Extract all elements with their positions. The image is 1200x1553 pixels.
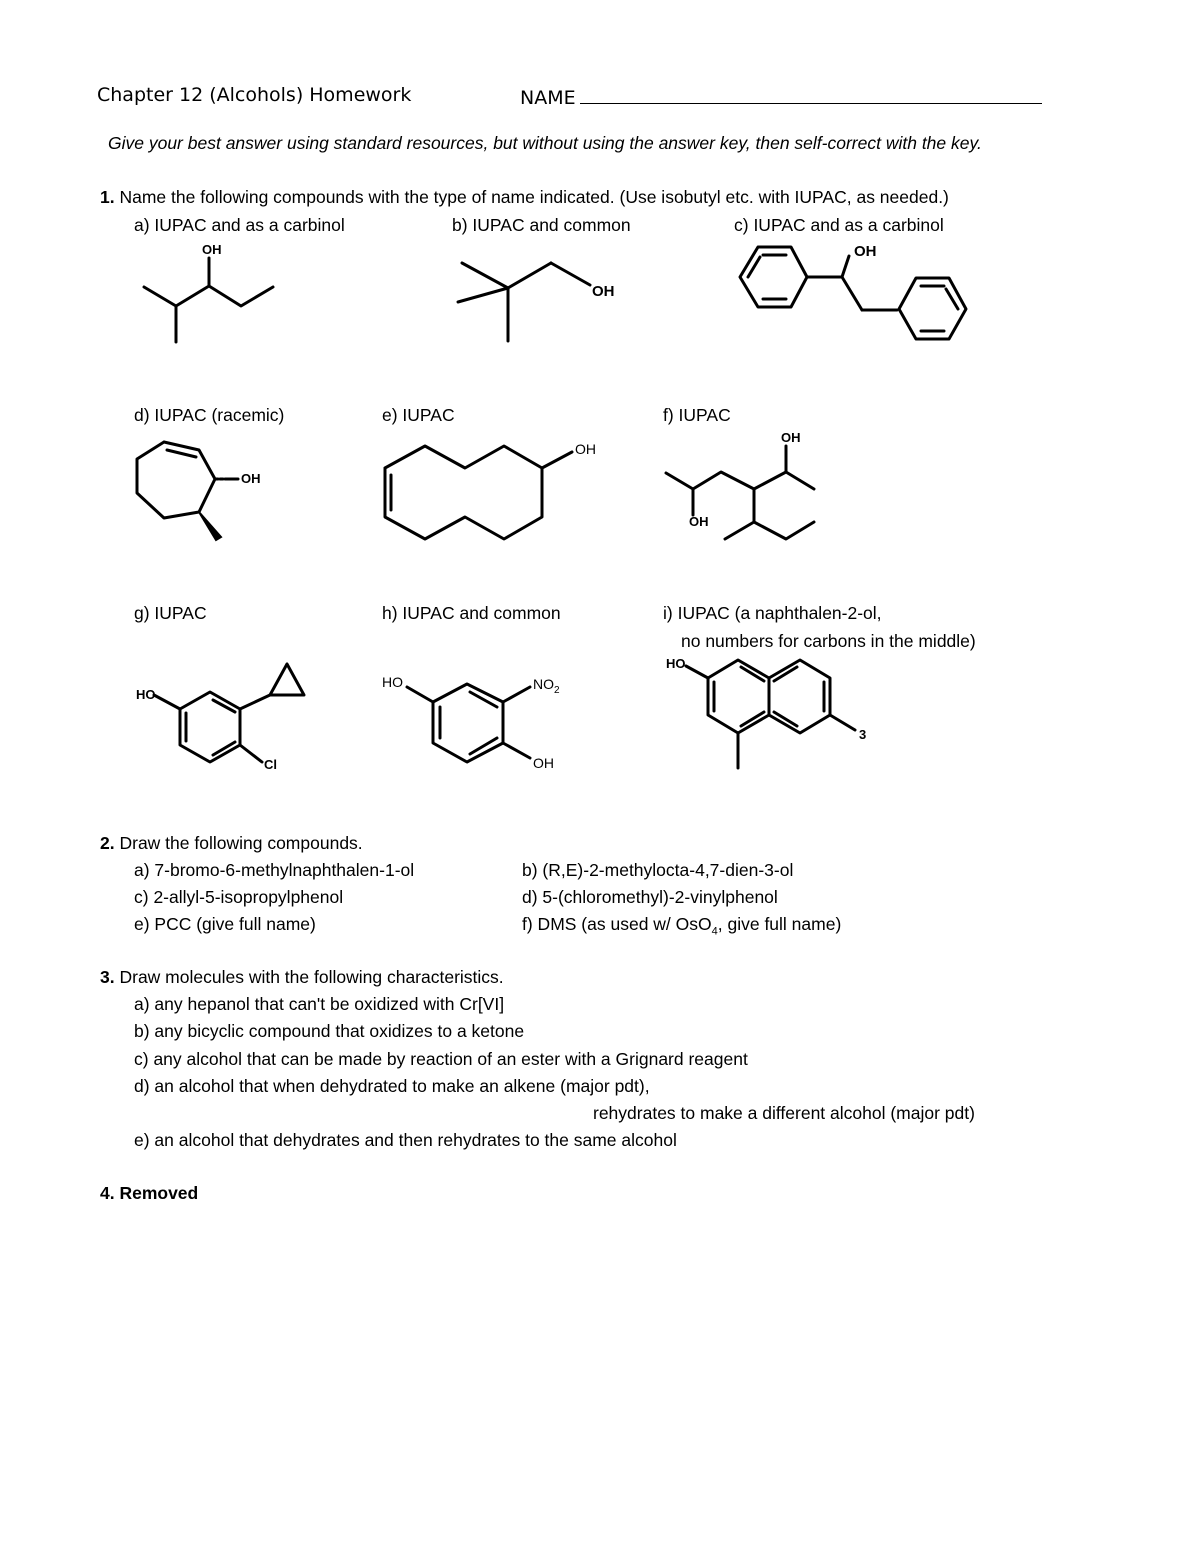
q1i-label: i) IUPAC (a naphthalen-2-ol, xyxy=(663,603,882,623)
q1g-label: g) IUPAC xyxy=(134,603,207,623)
q1c-label: c) IUPAC and as a carbinol xyxy=(734,215,944,235)
oh-label: OH xyxy=(854,243,877,260)
q1i-label-line2: no numbers for carbons in the middle) xyxy=(681,631,976,651)
q3d-item: d) an alcohol that when dehydrated to make an alkene (major pdt), xyxy=(134,1076,650,1096)
oh-label: OH xyxy=(781,430,801,445)
q1a-label: a) IUPAC and as a carbinol xyxy=(134,215,345,235)
q3e-item: e) an alcohol that dehydrates and then rehydrates to the same alcohol xyxy=(134,1130,677,1150)
q3c-item: c) any alcohol that can be made by reaction of an ester with a Grignard reagent xyxy=(134,1049,748,1069)
cl-label: Cl xyxy=(264,757,277,772)
q3-prompt: Draw molecules with the following characteristics. xyxy=(119,967,504,987)
ho-label: HO xyxy=(666,656,686,671)
q1-number: 1. xyxy=(100,187,115,207)
q2b-item: b) (R,E)-2-methylocta-4,7-dien-3-ol xyxy=(522,860,794,880)
q3-prompt-line xyxy=(100,967,504,988)
oh-label: OH xyxy=(575,441,596,457)
q1d-label: d) IUPAC (racemic) xyxy=(134,405,285,425)
q3d-item-continued: rehydrates to make a different alcohol (major pdt) xyxy=(593,1103,975,1123)
q2c-item: c) 2-allyl-5-isopropylphenol xyxy=(134,887,344,907)
ho-label: HO xyxy=(136,687,156,702)
name-field[interactable] xyxy=(520,84,1042,109)
instructions: Give your best answer using standard resources, but without using the answer key, then self-correct with the key. xyxy=(108,133,982,153)
q2e-item: e) PCC (give full name) xyxy=(134,914,316,934)
q2-number: 2. xyxy=(100,833,115,853)
q3a-item: a) any hepanol that can't be oxidized with Cr[VI] xyxy=(134,994,505,1014)
q2-prompt: Draw the following compounds. xyxy=(119,833,363,853)
q4-removed: 4. Removed xyxy=(100,1183,199,1203)
q1-prompt-line xyxy=(100,187,949,208)
methyl-fragment-label: 3 xyxy=(859,727,867,742)
oh-label: OH xyxy=(202,242,222,257)
q1-prompt: Name the following compounds with the type of name indicated. (Use isobutyl etc. with IUPAC, as needed.) xyxy=(119,187,949,207)
oh-label: OH xyxy=(533,755,554,771)
q1e-label: e) IUPAC xyxy=(382,405,455,425)
worksheet-title: Chapter 12 (Alcohols) Homework xyxy=(97,84,412,106)
name-label: NAME xyxy=(520,87,576,109)
q3-number: 3. xyxy=(100,967,115,987)
q1h-label: h) IUPAC and common xyxy=(382,603,561,623)
ho-label: HO xyxy=(382,674,403,690)
oh-label: OH xyxy=(592,283,615,300)
oh-label: OH xyxy=(689,514,709,529)
q2f-item: f) DMS (as used w/ OsO$_4$, give full name) xyxy=(522,914,842,938)
q2-prompt-line xyxy=(100,833,363,854)
q2d-item: d) 5-(chloromethyl)-2-vinylphenol xyxy=(522,887,778,907)
wedge-oh-label: OH xyxy=(241,471,261,486)
q1f-label: f) IUPAC xyxy=(663,405,731,425)
name-blank-line[interactable] xyxy=(580,84,1042,104)
q3b-item: b) any bicyclic compound that oxidizes to a ketone xyxy=(134,1021,525,1041)
nitro-label: $NO_2$ xyxy=(533,676,560,696)
q2a-item: a) 7-bromo-6-methylnaphthalen-1-ol xyxy=(134,860,415,880)
q1b-label: b) IUPAC and common xyxy=(452,215,631,235)
